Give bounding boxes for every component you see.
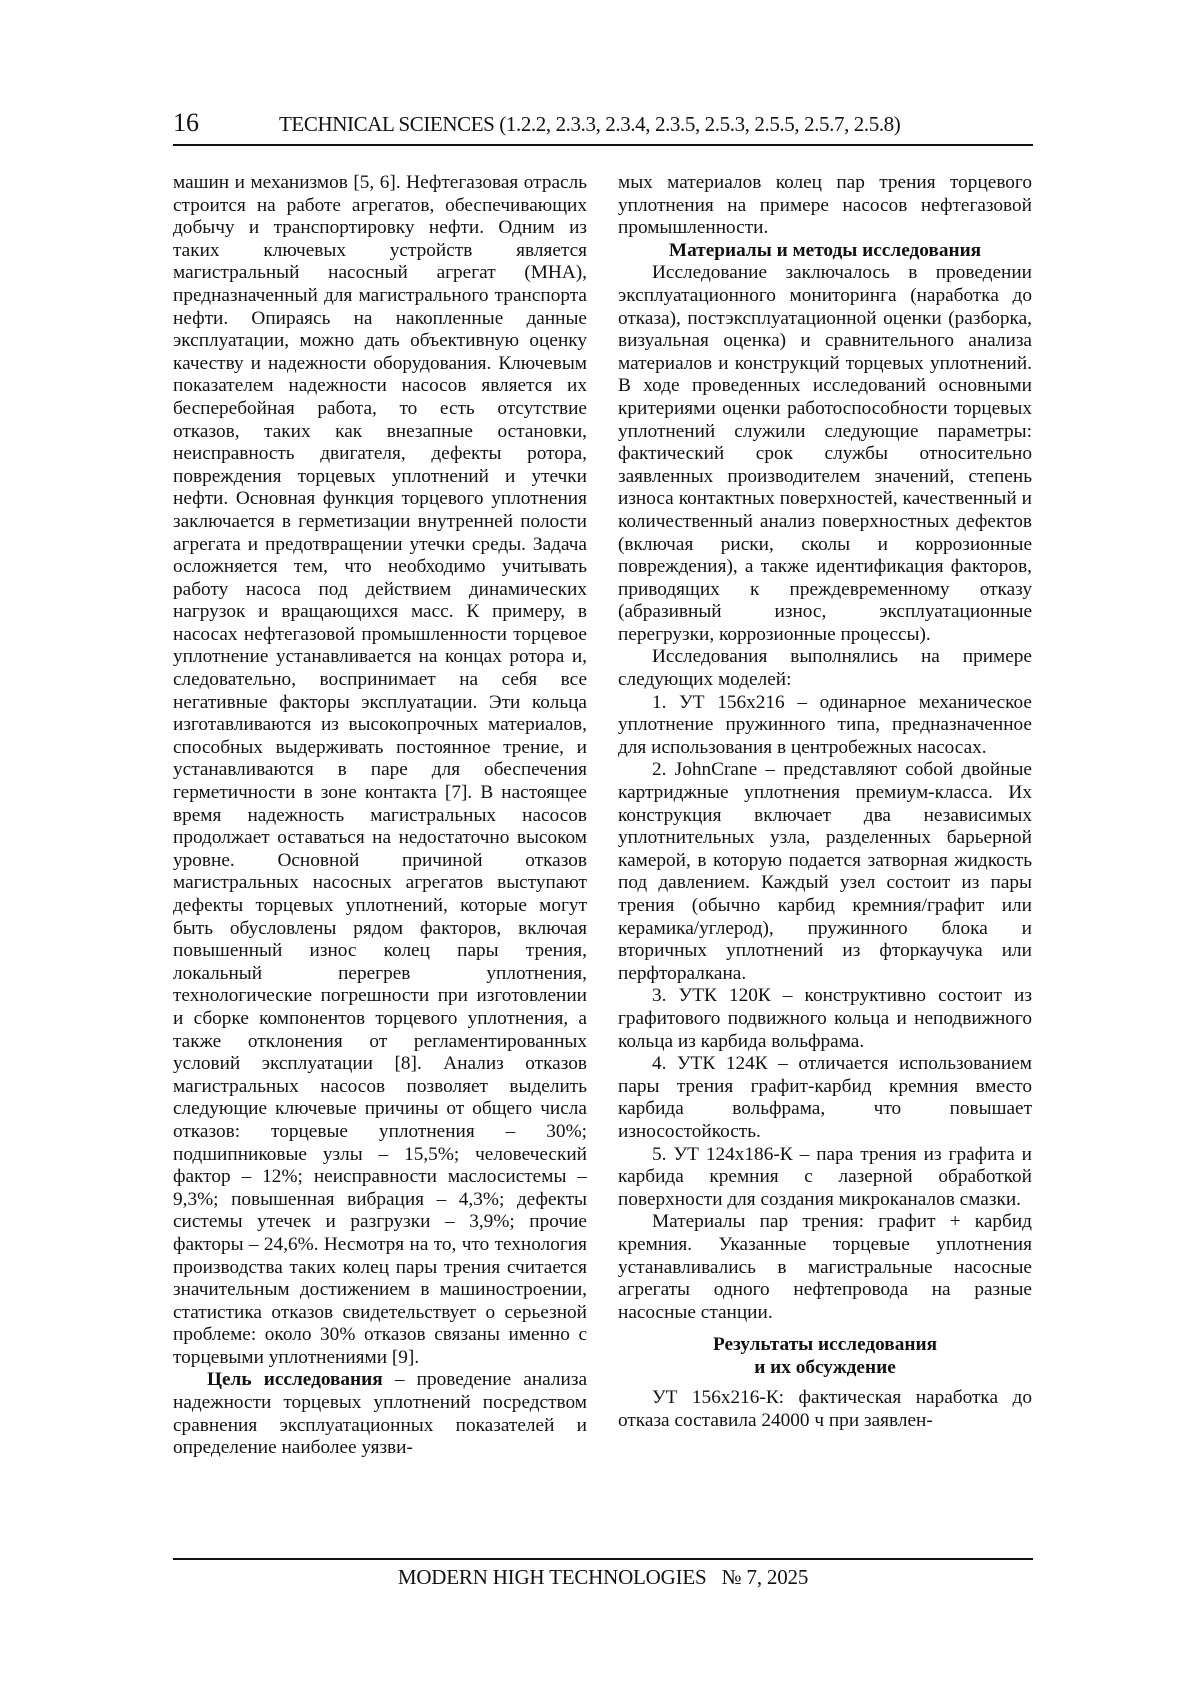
list-item: 5. УТ 124х186-К – пара трения из графита и карбида кремния с лазерной обработкой поверхности для создания микроканалов смазки. bbox=[618, 1143, 1032, 1210]
body-paragraph: Исследование заключалось в проведении эксплуатационного мониторинга (наработка до отказа), постэксплуатационной оценки (разборка, визуальная оценка) и сравнительного анализа материалов и конструкций торцевых уплотнений. В ходе проведенных исследований основными критериями оценки работоспособности торцевых уплотнений служили следующие параметры: фактический срок службы относительно заявленных производителем значений, степень износа контактных поверхностей, качественный и количественный анализ поверхностных дефектов (включая риски, сколы и коррозионные повреждения), а также идентификация факторов, приводящих к преждевременному отказу (абразивный износ, эксплуатационные перегрузки, коррозионные процессы). bbox=[618, 262, 1032, 645]
aim-text: – проведение анализа надежности торцевых уплотнений посредством сравнения эксплуатационных показателей и определение наиболее уязви- bbox=[173, 1369, 588, 1459]
page-header bbox=[173, 102, 1033, 146]
body-paragraph: мых материалов колец пар трения торцевого уплотнения на примере насосов нефтегазовой промышленности. bbox=[618, 172, 1032, 239]
list-item: 4. УТК 124К – отличается использованием пары трения графит-карбид кремния вместо карбида вольфрама, что повышает износостойкость. bbox=[618, 1053, 1032, 1142]
list-item: 3. УТК 120К – конструктивно состоит из графитового подвижного кольца и неподвижного кольца из карбида вольфрама. bbox=[618, 985, 1032, 1052]
section-heading-methods: Материалы и методы исследования bbox=[668, 239, 982, 261]
right-column bbox=[618, 172, 1032, 1433]
results-heading-line2: и их обсуждение bbox=[754, 1356, 896, 1378]
list-item: 1. УТ 156х216 – одинарное механическое уплотнение пружинного типа, предназначенное для использования в центробежных насосах. bbox=[618, 691, 1032, 758]
footer-rule bbox=[173, 1558, 1033, 1560]
body-paragraph: машин и механизмов [5, 6]. Нефтегазовая отрасль строится на работе агрегатов, обеспечивающих добычу и транспортировку нефти. Одним из таких ключевых устройств является магистральный насосный агрегат (МНА), предназначенный для магистрального транспорта нефти. Опираясь на накопленные данные эксплуатации, можно дать объективную оценку качеству и надежности оборудования. Ключевым показателем надежности насосов является их бесперебойная работа, то есть отсутствие отказов, таких как внезапные остановки, неисправность двигателя, дефекты ротора, повреждения торцевых уплотнений и утечки нефти. Основная функция торцевого уплотнения заключается в герметизации внутренней полости агрегата и предотвращении утечки среды. Задача осложняется тем, что необходимо учитывать работу насоса под действием динамических нагрузок и вращающихся масс. К примеру, в насосах нефтегазовой промышленности торцевое уплотнение устанавливается на концах ротора и, следовательно, воспринимает на себя все негативные факторы эксплуатации. Эти кольца изготавливаются из высокопрочных материалов, способных выдерживать постоянное трение, и устанавливаются в паре для обеспечения герметичности в зоне контакта [7]. В настоящее время надежность магистральных насосов продолжает оставаться на недостаточно высоком уровне. Основной причиной отказов магистральных насосных агрегатов выступают дефекты торцевых уплотнений, которые могут быть обусловлены рядом факторов, включая повышенный износ колец пары трения, локальный перегрев уплотнения, технологические погрешности при изготовлении и сборке компонентов торцевого уплотнения, а также отклонения от регламентированных условий эксплуатации [8]. Анализ отказов магистральных насосов позволяет выделить следующие ключевые причины от общего числа отказов: торцевые уплотнения – 30%; подшипниковые узлы – 15,5%; человеческий фактор – 12%; неисправности маслосистемы – 9,3%; повышенная вибрация – 4,3%; дефекты системы утечек и разгрузки – 3,9%; прочие факторы – 24,6%. Несмотря на то, что технология производства таких колец пары трения считается значительным достижением в машиностроении, статистика отказов свидетельствует о серьезной проблеме: около 30% отказов связаны именно с торцевыми уплотнениями [9]. bbox=[173, 172, 587, 1368]
results-heading-line1: Результаты исследования bbox=[712, 1334, 938, 1356]
section-heading-results bbox=[618, 1334, 1032, 1379]
aim-paragraph bbox=[173, 1369, 587, 1459]
body-paragraph: Материалы пар трения: графит + карбид кремния. Указанные торцевые уплотнения устанавливались в магистральные насосные агрегаты одного нефтепровода на разные насосные станции. bbox=[618, 1211, 1032, 1323]
page-footer: MODERN HIGH TECHNOLOGIES № 7, 2025 bbox=[397, 1565, 809, 1589]
aim-term: Цель исследования bbox=[207, 1369, 383, 1391]
page-number: 16 bbox=[173, 108, 199, 137]
list-item: 2. JohnCrane – представляют собой двойные картриджные уплотнения премиум-класса. Их конструкция включает два независимых уплотнительных узла, разделенных барьерной камерой, в которую подается затворная жидкость под давлением. Каждый узел состоит из пары трения (обычно карбид кремния/графит или керамика/углерод), пружинного блока и вторичных уплотнений из фторкаучука или перфторалкана. bbox=[618, 759, 1032, 984]
body-paragraph: УТ 156х216-К: фактическая наработка до отказа составила 24000 ч при заявлен- bbox=[618, 1387, 1032, 1432]
running-head: TECHNICAL SCIENCES (1.2.2, 2.3.3, 2.3.4, 2.3.5, 2.5.3, 2.5.5, 2.5.7, 2.5.8) bbox=[279, 112, 901, 136]
left-column bbox=[173, 172, 587, 1460]
body-paragraph: Исследования выполнялись на примере следующих моделей: bbox=[618, 646, 1032, 691]
